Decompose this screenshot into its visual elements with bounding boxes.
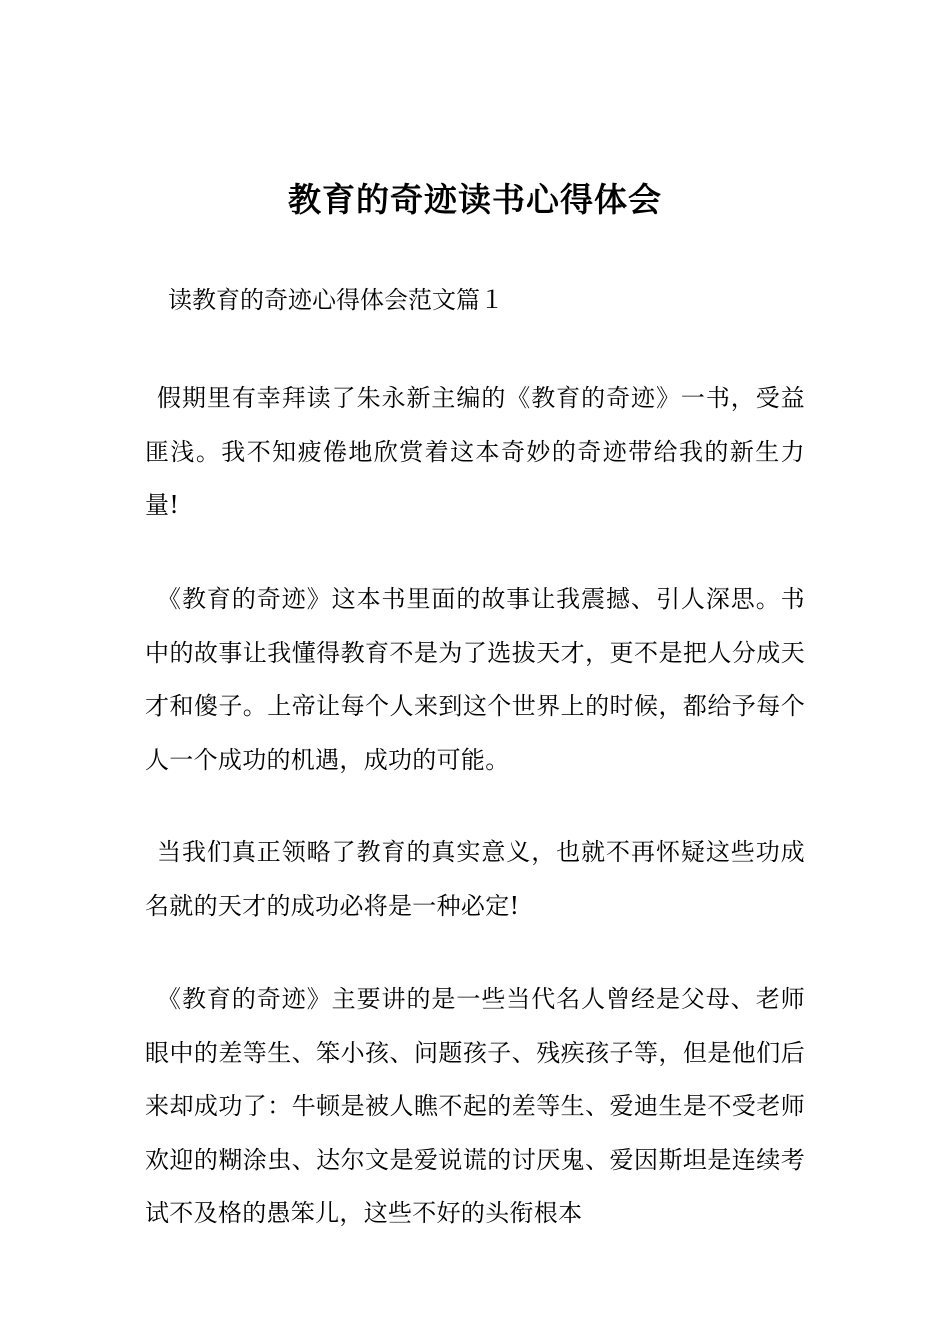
paragraph-2: 《教育的奇迹》这本书里面的故事让我震撼、引人深思。书中的故事让我懂得教育不是为了选拔天才，更不是把人分成天才和傻子。上帝让每个人来到这个世界上的时候，都给予每个人一个成功的机遇，成功的可能。 <box>145 585 805 774</box>
document-title: 教育的奇迹读书心得体会 <box>288 180 662 219</box>
paragraph-4: 《教育的奇迹》主要讲的是一些当代名人曾经是父母、老师眼中的差等生、笨小孩、问题孩子、残疾孩子等，但是他们后来却成功了：牛顿是被人瞧不起的差等生、爱迪生是不受老师欢迎的糊涂虫、达尔文是爱说谎的讨厌鬼、爱因斯坦是连续考试不及格的愚笨儿，这些不好的头衔根本 <box>145 985 805 1227</box>
paragraph-1: 假期里有幸拜读了朱永新主编的《教育的奇迹》一书，受益匪浅。我不知疲倦地欣赏着这本奇妙的奇迹带给我的新生力量! <box>145 384 805 519</box>
document-subtitle: 读教育的奇迹心得体会范文篇１ <box>168 286 504 314</box>
paragraph-3: 当我们真正领略了教育的真实意义，也就不再怀疑这些功成名就的天才的成功必将是一种必定! <box>145 838 805 920</box>
